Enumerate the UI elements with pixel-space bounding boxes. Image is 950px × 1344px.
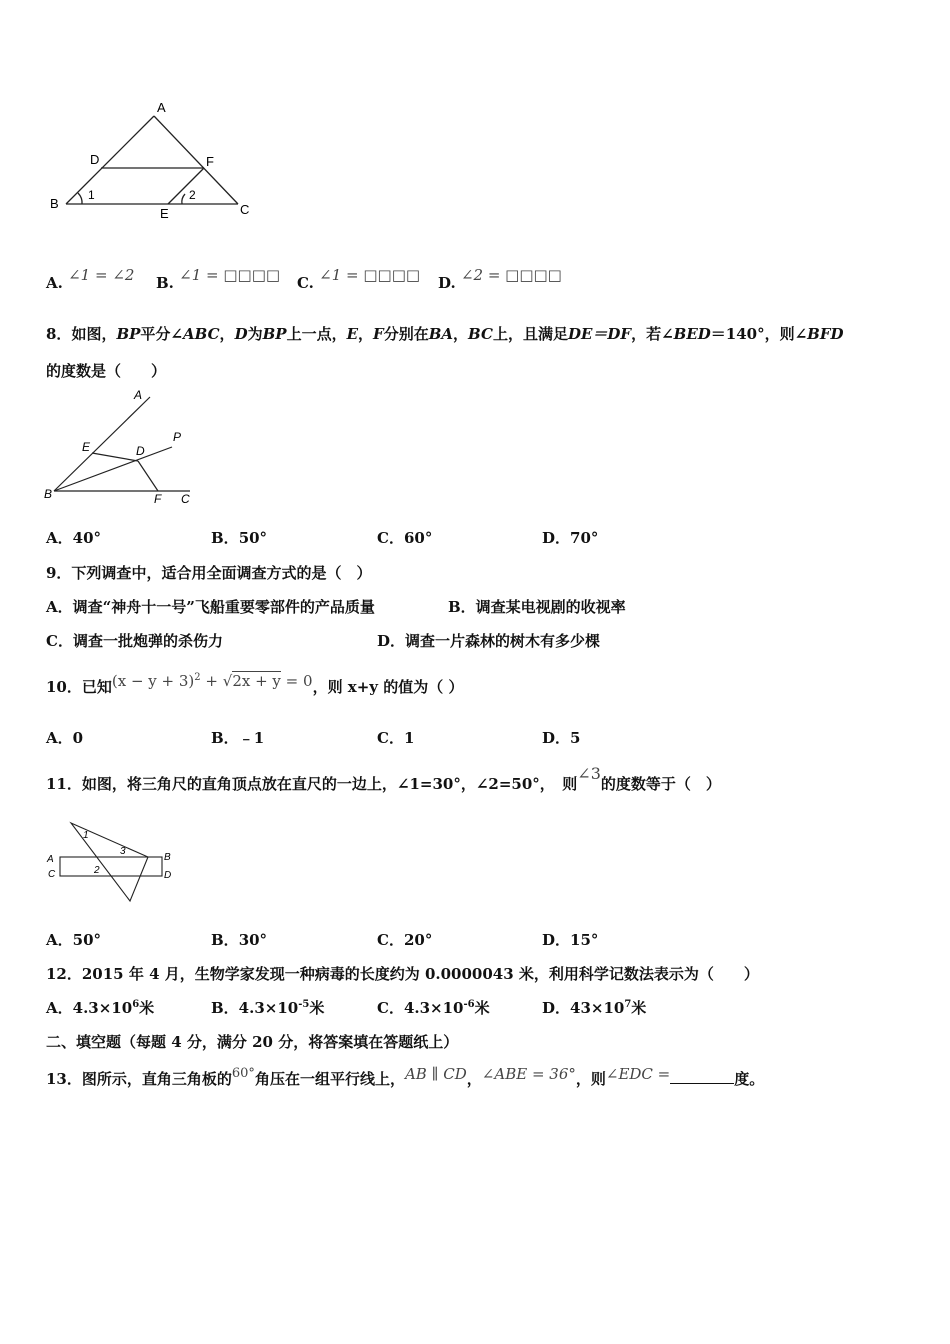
q11-angle3: ∠3	[577, 764, 601, 783]
q8-option-b: B．50°	[211, 529, 268, 547]
q12-option-a: A．$4.3\times 10^6$米	[46, 999, 155, 1017]
answer-blank[interactable]	[670, 1069, 734, 1084]
q12-option-b: B．$4.3\times 10^{-5}$米	[211, 999, 325, 1017]
label-A: A	[47, 854, 54, 865]
q8-stem-line2: 的度数是（ ）	[46, 362, 167, 380]
ruler-triangle-figure-q11	[44, 815, 184, 910]
triangle-figure-q7	[44, 98, 264, 228]
angle-label-2: 2	[94, 865, 100, 876]
label-B: B	[164, 852, 171, 863]
label-D: D	[164, 870, 172, 881]
q7-option-d-math: ∠2 = □□□□	[460, 266, 562, 284]
q7-option-b-math: ∠1 = □□□□	[179, 266, 281, 284]
angle-bisector-figure-q8	[40, 385, 210, 510]
q9-option-d: D．调查一片森林的树木有多少棵	[377, 632, 601, 650]
label-C: C	[48, 869, 56, 880]
section-heading-fill-in: 二、填空题（每题 4 分，满分 20 分，将答案填在答题纸上）	[46, 1033, 459, 1051]
angle-label-2: 2	[189, 188, 196, 202]
q9-option-a: A．调查“神舟十一号”飞船重要零部件的产品质量	[46, 598, 375, 616]
q13-parallel: AB ∥ CD	[404, 1065, 467, 1083]
sqrt-symbol: √	[222, 672, 233, 690]
vertex-label-C: C	[240, 202, 250, 217]
vertex-label-B: B	[50, 196, 59, 211]
q7-option-c-math: ∠1 = □□□□	[319, 266, 421, 284]
vertex-label-E: E	[160, 206, 169, 221]
q8-option-d: D．70°	[542, 529, 599, 547]
q9-option-c: C．调查一批炮弹的杀伤力	[46, 632, 223, 650]
angle-label-1: 1	[88, 188, 95, 202]
vertex-label-C: C	[181, 492, 190, 506]
vertex-label-F: F	[206, 154, 214, 169]
vertex-label-A: A	[134, 388, 143, 402]
q8-stem: 8．如图，BP平分∠ABC，D为BP上一点，E，F分别在BA，BC上，且满足DE＝DF，若∠BED＝140°，则∠BFD	[46, 325, 844, 343]
q13-angle-edc: ∠EDC =	[605, 1065, 671, 1083]
q9-option-b: B．调查某电视剧的收视率	[448, 598, 626, 616]
q10-expression: $(x - y + 3)^2 + √2x + y = 0$	[111, 672, 313, 690]
q13-stem: 13．图所示，直角三角板的60°角压在一组平行线上，AB ∥ CD，∠ABE = 36°，则∠EDC = 度。	[46, 1065, 765, 1088]
q11-option-b: B．30°	[211, 931, 268, 949]
q7-option-a: A. ∠1 = ∠2	[46, 266, 135, 292]
q11-option-c: C．20°	[377, 931, 433, 949]
q8-option-c: C．60°	[377, 529, 433, 547]
q7-option-b: B. ∠1 = □□□□	[156, 266, 281, 292]
angle-label-3: 3	[120, 846, 126, 857]
q10-option-c: C．1	[377, 729, 415, 747]
vertex-label-F: F	[154, 492, 162, 506]
q10-option-d: D．5	[542, 729, 581, 747]
q7-option-c: C. ∠1 = □□□□	[297, 266, 421, 292]
q12-option-c: C．$4.3\times 10^{-6}$米	[377, 999, 490, 1017]
vertex-label-P: P	[173, 430, 182, 444]
q10-option-a: A．0	[46, 729, 84, 747]
vertex-label-B: B	[44, 487, 53, 501]
q13-deg60: 60°	[231, 1066, 255, 1081]
q10-stem: 10．已知$(x - y + 3)^2 + √2x + y = 0$，则 x+y 的值为（ ）	[46, 672, 464, 696]
q7-option-d: D. ∠2 = □□□□	[438, 266, 562, 292]
q12-stem: 12．2015 年 4 月，生物学家发现一种病毒的长度约为 0.0000043 米，利用科学记数法表示为（ ）	[46, 965, 759, 983]
q13-angle-abe: ∠ABE = 36°	[481, 1065, 576, 1083]
q12-option-d: D．$43\times 10^7$米	[542, 999, 647, 1017]
q11-stem: 11．如图，将三角尺的直角顶点放在直尺的一边上，∠1=30°，∠2=50°， 则∠3的度数等于（ ）	[46, 764, 721, 793]
q11-option-d: D．15°	[542, 931, 599, 949]
angle-label-1: 1	[83, 830, 89, 841]
vertex-label-A: A	[157, 100, 166, 115]
q7-option-a-math: ∠1 = ∠2	[68, 266, 135, 284]
q9-stem: 9．下列调查中，适合用全面调查方式的是（ ）	[46, 564, 372, 582]
q8-option-a: A．40°	[46, 529, 102, 547]
vertex-label-D: D	[136, 444, 145, 458]
q11-option-a: A．50°	[46, 931, 102, 949]
q10-option-b: B．﹣1	[211, 729, 265, 747]
vertex-label-D: D	[90, 152, 100, 167]
vertex-label-E: E	[82, 440, 91, 454]
